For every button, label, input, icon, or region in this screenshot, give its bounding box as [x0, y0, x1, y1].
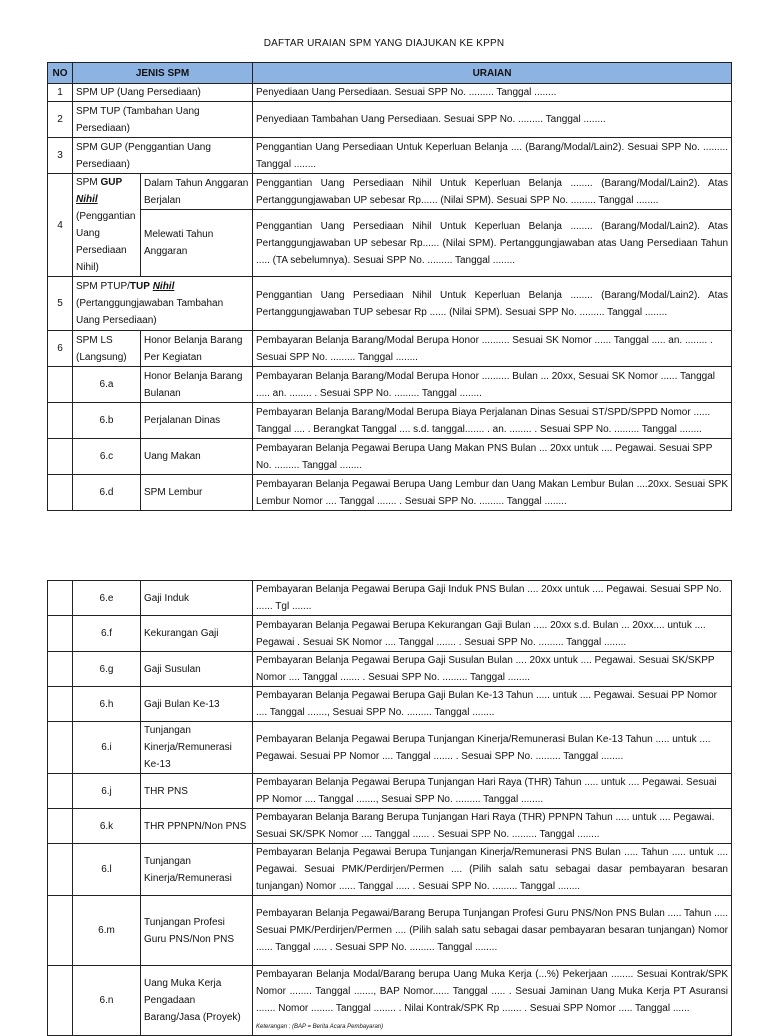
row-uraian: [253, 966, 732, 1036]
row-uraian: Pembayaran Belanja Barang/Modal Berupa Honor .......... Bulan ... 20xx, Sesuai SK Nomor ...... Tanggal ..... an. ........ . Sesuai SPP No. ......... Tanggal ........: [253, 367, 732, 403]
row-no: 6.i: [73, 722, 141, 774]
row-jenis: SPM LS (Langsung): [73, 331, 141, 367]
table-row: [48, 616, 732, 652]
jenis-desc: (Penggantian Uang Persediaan Nihil): [76, 211, 136, 273]
row-no: 1: [48, 84, 73, 102]
row-uraian: Pembayaran Belanja Pegawai Berupa Uang Lembur dan Uang Makan Lembur Bulan ....20xx. Sesuai SPK Lembur Nomor .... Tanggal ....... . Sesuai SPP No. ......... Tanggal ........: [253, 475, 732, 511]
table-row: [48, 102, 732, 138]
row-jenis: SPM GUP (Penggantian Uang Persediaan): [73, 138, 253, 174]
row-sub: Tunjangan Kinerja/Remunerasi Ke-13: [141, 722, 253, 774]
row-sub: Perjalanan Dinas: [141, 403, 253, 439]
page-title: DAFTAR URAIAN SPM YANG DIAJUKAN KE KPPN: [263, 38, 505, 49]
row-uraian: Pembayaran Belanja Pegawai/Barang Berupa Tunjangan Profesi Guru PNS/Non PNS Bulan ..... Tahun ..... Sesuai PMK/Perdirjen/Permen .... (Pilih salah satu sebagai dasar pembayaran besaran tunjangan) Nomor ...... Tanggal ..... . Sesuai SPP No. ......... Tanggal ........: [253, 896, 732, 966]
table-row: [48, 277, 732, 331]
jenis-desc: (Pertanggungjawaban Tambahan Uang Persediaan): [76, 298, 224, 326]
row-uraian: Pembayaran Belanja Barang Berupa Tunjangan Hari Raya (THR) PPNPN Tahun ..... untuk .... Pegawai. Sesuai SK/SPK Nomor .... Tanggal ...... . Sesuai SPP No. ......... Tanggal ........: [253, 809, 732, 844]
row-sub: Kekurangan Gaji: [141, 616, 253, 652]
jenis-prefix: SPM: [76, 177, 98, 188]
spm-table-part-2: [47, 580, 732, 1036]
row-uraian: Pembayaran Belanja Pegawai Berupa Gaji Induk PNS Bulan .... 20xx untuk .... Pegawai. Sesuai SPP No. ...... Tgl .......: [253, 581, 732, 616]
row-uraian: Penggantian Uang Persediaan Untuk Keperluan Belanja .... (Barang/Modal/Lain2). Sesuai SPP No. ......... Tanggal ........: [253, 138, 732, 174]
row-sub: Gaji Bulan Ke-13: [141, 687, 253, 722]
row-jenis: [73, 174, 141, 277]
row-sub: Uang Muka Kerja Pengadaan Barang/Jasa (Proyek): [141, 966, 253, 1036]
table-row: [48, 966, 732, 1036]
row-sub: Gaji Susulan: [141, 652, 253, 687]
row-uraian: Pembayaran Belanja Pegawai Berupa Gaji Bulan Ke-13 Tahun ..... untuk .... Pegawai. Sesuai PP Nomor .... Tanggal ......., Sesuai SPP No. ......... Tanggal ........: [253, 687, 732, 722]
jenis-bold: TUP: [129, 281, 150, 292]
row-sub: Uang Makan: [141, 439, 253, 475]
row-sub: Gaji Induk: [141, 581, 253, 616]
row-uraian: Pembayaran Belanja Pegawai Berupa Kekurangan Gaji Bulan ..... 20xx s.d. Bulan ... 20xx.... untuk .... Pegawai . Sesuai SK Nomor .... Tanggal ....... . Sesuai SPP No. ......... Tanggal ........: [253, 616, 732, 652]
spm-table-part-1: [47, 62, 732, 511]
row-sub: Honor Belanja Barang Bulanan: [141, 367, 253, 403]
table-row: [48, 652, 732, 687]
row-uraian: Penggantian Uang Persediaan Nihil Untuk Keperluan Belanja ........ (Barang/Modal/Lain2). Atas Pertanggungjawaban TUP sebesar Rp ...... (Nilai SPM). Sesuai SPP No. ......... Tanggal ........: [253, 277, 732, 331]
header-uraian: URAIAN: [253, 63, 732, 84]
jenis-prefix: SPM PTUP/: [76, 281, 130, 292]
table-row: [48, 581, 732, 616]
row-uraian: Pembayaran Belanja Barang/Modal Berupa Biaya Perjalanan Dinas Sesuai ST/SPD/SPPD Nomor ...... Tanggal .... . Berangkat Tanggal .... s.d. tanggal....... . an. ........ . Sesuai SPP No. ......... Tanggal ........: [253, 403, 732, 439]
row-no: 6.n: [73, 966, 141, 1036]
row-no: 6.m: [73, 896, 141, 966]
header-jenis: JENIS SPM: [73, 63, 253, 84]
table-row: [48, 174, 732, 210]
row-no: 6.g: [73, 652, 141, 687]
row-sub: Tunjangan Kinerja/Remunerasi: [141, 844, 253, 896]
row-no: 6.a: [73, 367, 141, 403]
row-no: 6: [48, 331, 73, 367]
row-no: 6.h: [73, 687, 141, 722]
table-row: [48, 403, 732, 439]
row-sub: THR PNS: [141, 774, 253, 809]
row-uraian: Pembayaran Belanja Pegawai Berupa Tunjangan Hari Raya (THR) Tahun ..... untuk .... Pegawai. Sesuai PP Nomor .... Tanggal ......., Sesuai SPP No. ......... Tanggal ........: [253, 774, 732, 809]
table-row: [48, 809, 732, 844]
row-sub: Melewati Tahun Anggaran: [141, 210, 253, 277]
table-row: [48, 896, 732, 966]
row-sub: THR PPNPN/Non PNS: [141, 809, 253, 844]
row-no: 6.j: [73, 774, 141, 809]
row-sub: Tunjangan Profesi Guru PNS/Non PNS: [141, 896, 253, 966]
jenis-nihil: Nihil: [152, 281, 175, 292]
table-row: [48, 367, 732, 403]
row-uraian: Penyediaan Uang Persediaan. Sesuai SPP No. ......... Tanggal ........: [253, 84, 732, 102]
row-uraian: Pembayaran Belanja Pegawai Berupa Gaji Susulan Bulan .... 20xx untuk .... Pegawai. Sesuai SK/SKPP Nomor .... Tanggal ....... . Sesuai SPP No. ......... Tanggal ........: [253, 652, 732, 687]
table-row: [48, 475, 732, 511]
row-no: 5: [48, 277, 73, 331]
row-no: 6.d: [73, 475, 141, 511]
row-no: 6.c: [73, 439, 141, 475]
jenis-nihil: Nihil: [76, 194, 98, 205]
row-uraian: Penyediaan Tambahan Uang Persediaan. Sesuai SPP No. ......... Tanggal ........: [253, 102, 732, 138]
table-row: [48, 687, 732, 722]
row-uraian: Penggantian Uang Persediaan Nihil Untuk Keperluan Belanja ........ (Barang/Modal/Lain2). Atas Pertanggungjawaban UP sebesar Rp...... (Nilai SPM). Sesuai SPP No. ......... Tanggal ........: [253, 174, 732, 210]
table-header: [48, 63, 732, 84]
row-no: 6.k: [73, 809, 141, 844]
footnote: Keterangan : (BAP = Berita Acara Pembayaran): [256, 1024, 384, 1030]
row-sub: Honor Belanja Barang Per Kegiatan: [141, 331, 253, 367]
table-row: [48, 774, 732, 809]
row-no: 6.f: [73, 616, 141, 652]
header-no: NO: [48, 63, 73, 84]
table-row: [48, 331, 732, 367]
row-uraian: Penggantian Uang Persediaan Nihil Untuk Keperluan Belanja ........ (Barang/Modal/Lain2). Atas Pertanggungjawaban UP sebesar Rp...... (Nilai SPM). Pertanggungjawaban atas Uang Persediaan Tahun ..... (TA sebelumnya). Sesuai SPP No. ......... Tanggal ........: [253, 210, 732, 277]
row-jenis: SPM TUP (Tambahan Uang Persediaan): [73, 102, 253, 138]
table-row: [48, 722, 732, 774]
row-no: 4: [48, 174, 73, 277]
row-jenis: [73, 277, 253, 331]
table-row: [48, 210, 732, 277]
row-sub: Dalam Tahun Anggaran Berjalan: [141, 174, 253, 210]
table-row: [48, 138, 732, 174]
uraian-text: Pembayaran Belanja Modal/Barang berupa Uang Muka Kerja (...%) Pekerjaan ........ Sesuai Kontrak/SPK Nomor ........ Tanggal ......., BAP Nomor...... Tanggal ..... . Sesuai Jaminan Uang Muka Kerja PT Asuransi ....... Nomor ........ Tanggal ........ . Nilai Kontrak/SPK Rp ....... . Sesuai SPP Nomor ..... Tanggal ......: [256, 969, 728, 1014]
row-uraian: Pembayaran Belanja Pegawai Berupa Tunjangan Kinerja/Remunerasi PNS Bulan ..... Tahun ..... untuk .... Pegawai. Sesuai PMK/Perdirjen/Permen .... (Pilih salah satu sebagai dasar pembayaran besaran tunjangan) Nomor ...... Tanggal ..... . Sesuai SPP No. ......... Tanggal ........: [253, 844, 732, 896]
row-uraian: Pembayaran Belanja Pegawai Berupa Tunjangan Kinerja/Remunerasi Bulan Ke-13 Tahun ..... untuk .... Pegawai. Sesuai PP Nomor .... Tanggal ....... . Sesuai SPP No. ......... Tanggal ........: [253, 722, 732, 774]
row-no: 6.b: [73, 403, 141, 439]
row-uraian: Pembayaran Belanja Pegawai Berupa Uang Makan PNS Bulan ... 20xx untuk .... Pegawai. Sesuai SPP No. ......... Tanggal ........: [253, 439, 732, 475]
table-row: [48, 84, 732, 102]
row-no: 6.e: [73, 581, 141, 616]
row-no: 6.l: [73, 844, 141, 896]
row-no: 2: [48, 102, 73, 138]
row-uraian: Pembayaran Belanja Barang/Modal Berupa Honor .......... Sesuai SK Nomor ...... Tanggal ..... an. ........ . Sesuai SPP No. ......... Tanggal ........: [253, 331, 732, 367]
jenis-bold: GUP: [100, 177, 123, 188]
row-sub: SPM Lembur: [141, 475, 253, 511]
row-no: 3: [48, 138, 73, 174]
row-jenis: SPM UP (Uang Persediaan): [73, 84, 253, 102]
table-row: [48, 844, 732, 896]
table-row: [48, 439, 732, 475]
